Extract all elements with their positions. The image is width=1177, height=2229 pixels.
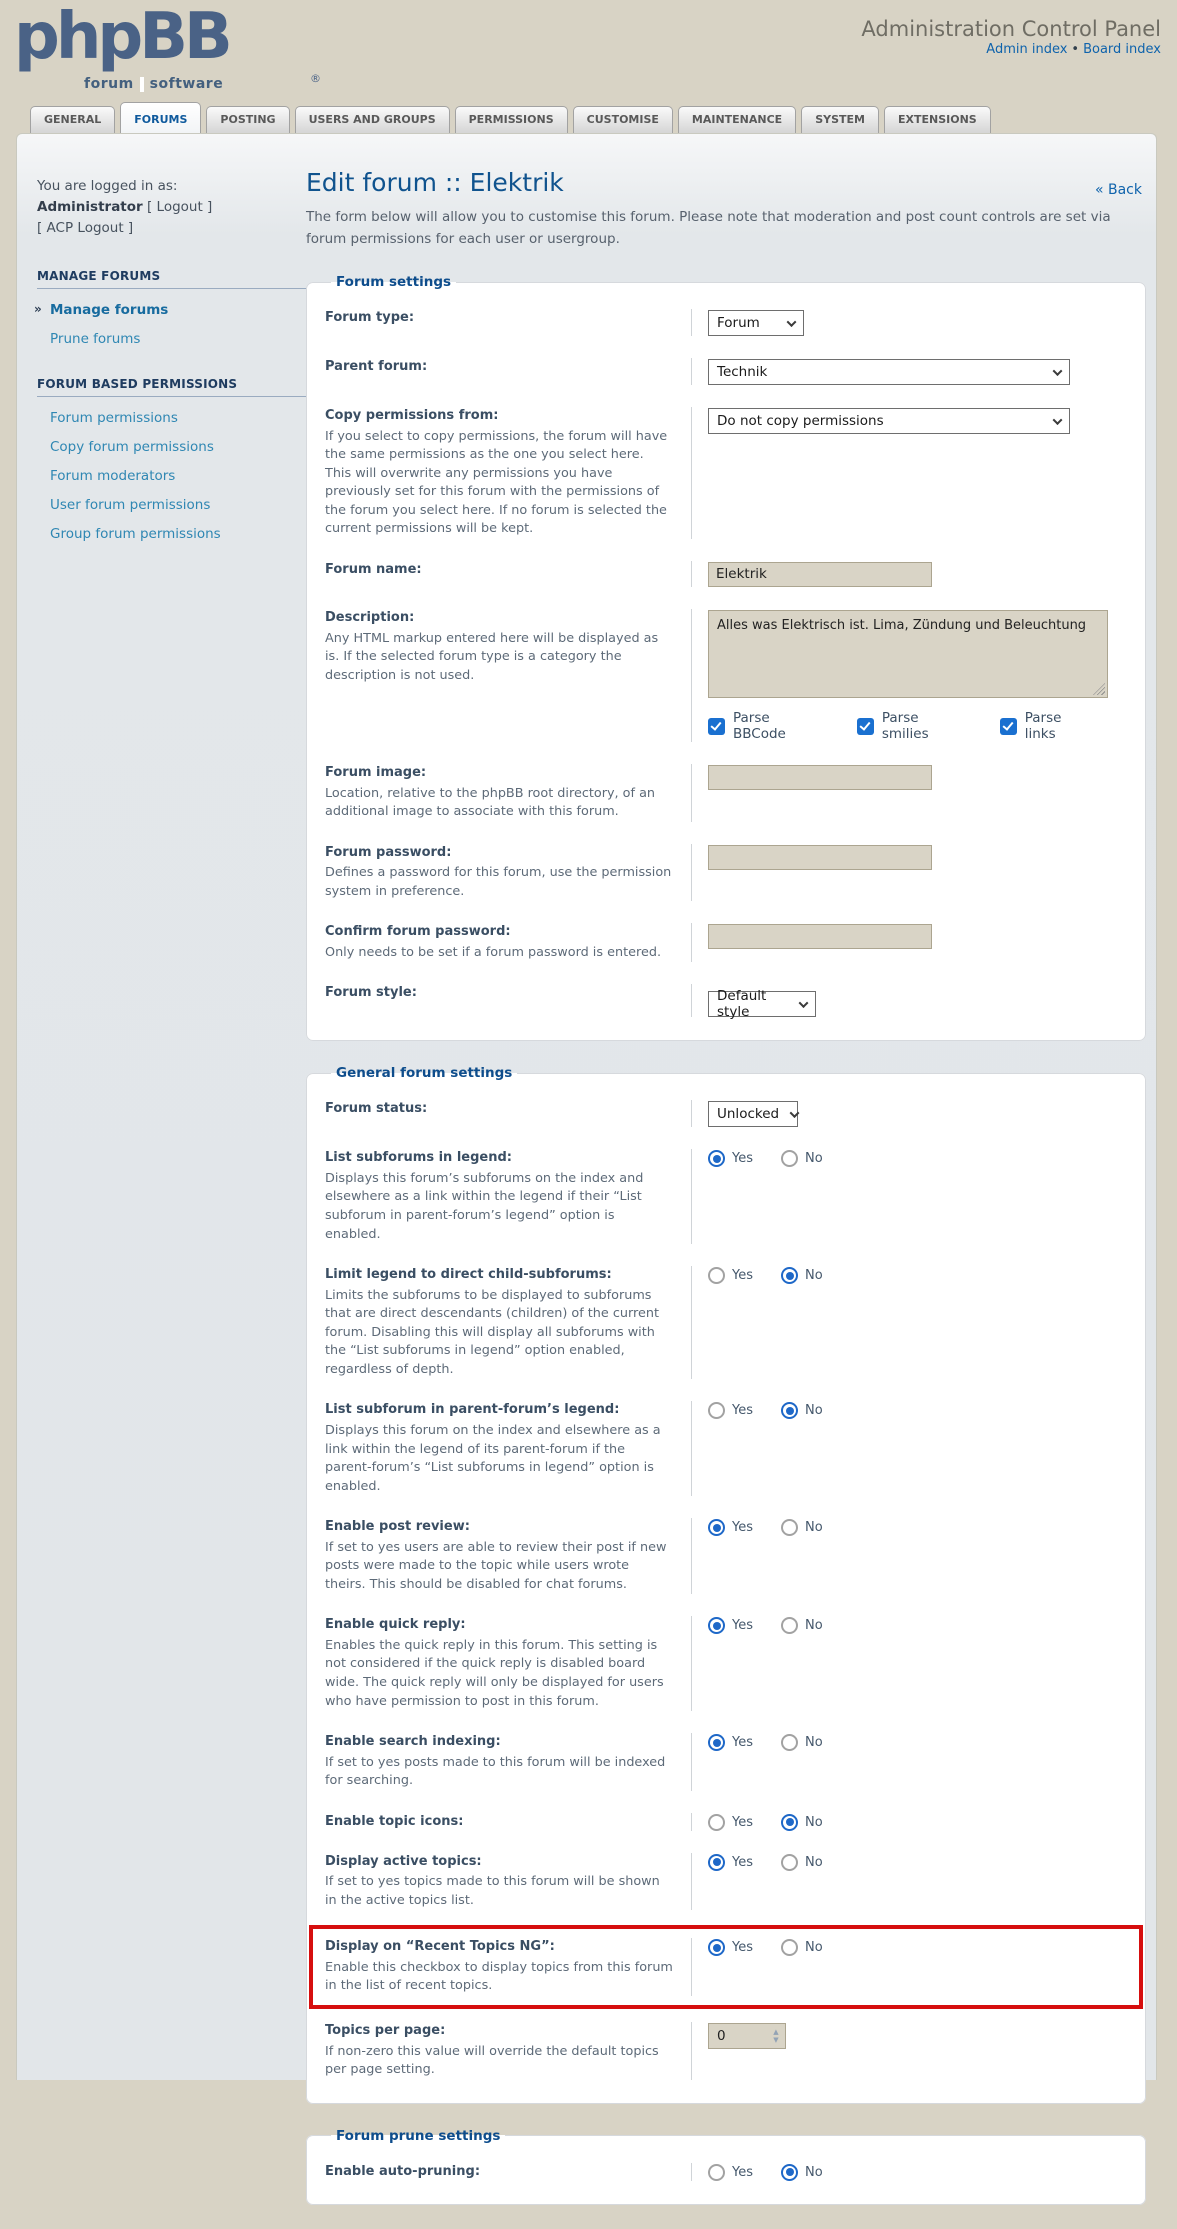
row-enable-quick-reply: [325, 1605, 1127, 1722]
enable-quick-reply-description: Enables the quick reply in this forum. This setting is not considered if the quick reply is disabled board wide. The quick reply will only be displayed for users who have permission to post in this forum.: [325, 1637, 664, 1709]
tab-permissions[interactable]: PERMISSIONS: [455, 106, 568, 133]
row-enable-search-indexing: [325, 1722, 1127, 1802]
chevron-down-icon: [799, 998, 809, 1008]
forum-style-select[interactable]: [708, 988, 816, 1021]
list-subforum-parent-label-cell: [325, 1401, 691, 1496]
limit-legend-radio-yes[interactable]: [708, 1267, 725, 1284]
tab-system[interactable]: SYSTEM: [801, 106, 879, 133]
copy-permissions-label-cell: [325, 407, 691, 539]
forum-password-description: Defines a password for this forum, use the permission system in preference.: [325, 865, 672, 899]
topics-per-page-value-cell: [691, 2022, 1127, 2080]
header-links: [986, 42, 1161, 57]
forum-name-value-cell: [691, 561, 1127, 587]
row-display-recent-topics-ng: [309, 1925, 1143, 2009]
enable-topic-icons-radio-group: [708, 1814, 1127, 1831]
enable-post-review-description: If set to yes users are able to review their post if new posts were made to the topic while users wrote theirs. This should be disabled for chat forums.: [325, 1539, 667, 1592]
enable-quick-reply-radio-yes[interactable]: [708, 1617, 725, 1634]
display-active-topics-label-cell: [325, 1853, 691, 1911]
forum-password-input[interactable]: [708, 845, 932, 870]
sidebar-item-label: Group forum permissions: [50, 526, 221, 542]
radio-label-yes: Yes: [732, 1735, 753, 1751]
acp-logout-link[interactable]: [ ACP Logout ]: [37, 220, 134, 236]
forum-type-label: Forum type:: [325, 310, 415, 326]
enable-search-indexing-radio-no[interactable]: [781, 1734, 798, 1751]
parent-forum-selected-value: Technik: [717, 364, 768, 381]
copy-permissions-label: Copy permissions from:: [325, 408, 499, 424]
display-recent-topics-ng-radio-no[interactable]: [781, 1939, 798, 1956]
fieldset-forum-settings: [306, 274, 1146, 1041]
topics-per-page-number-input[interactable]: [708, 2023, 786, 2049]
enable-quick-reply-value-cell: [691, 1616, 1127, 1711]
description-area-wrap: [708, 610, 1127, 742]
radio-selected-dot: [713, 1155, 721, 1163]
enable-post-review-value-cell: [691, 1518, 1127, 1594]
description-description: Any HTML markup entered here will be displayed as is. If the selected forum type is a category the description is not used.: [325, 630, 659, 683]
row-list-subforum-parent: [325, 1390, 1127, 1507]
header-links-separator: •: [1071, 42, 1080, 57]
sidebar-item-label: User forum permissions: [50, 497, 211, 513]
forum-image-value-cell: [691, 764, 1127, 822]
list-subforums-legend-label-cell: [325, 1149, 691, 1244]
enable-quick-reply-label-cell: [325, 1616, 691, 1711]
confirm-forum-password-description: Only needs to be set if a forum password is entered.: [325, 944, 662, 960]
row-forum-name: [325, 550, 1127, 598]
logo-tagline-forum: forum: [84, 76, 134, 92]
enable-search-indexing-label-cell: [325, 1733, 691, 1791]
radio-label-no: No: [805, 1520, 823, 1536]
back-link[interactable]: « Back: [1094, 182, 1142, 198]
display-active-topics-radio-yes[interactable]: [708, 1854, 725, 1871]
radio-label-no: No: [805, 1268, 823, 1284]
forum-type-selected-value: Forum: [717, 315, 760, 332]
radio-label-no: No: [805, 1814, 823, 1830]
display-active-topics-radio-group: [708, 1854, 1127, 1871]
description-textarea-value: Alles was Elektrisch ist. Lima, Zündung und Beleuchtung: [717, 618, 1087, 634]
row-list-subforums-legend: [325, 1138, 1127, 1255]
forum-status-select[interactable]: [708, 1101, 798, 1127]
description-label: Description:: [325, 610, 415, 626]
fieldset-legend: Forum settings: [336, 274, 452, 291]
forum-status-selected-value: Unlocked: [717, 1106, 780, 1123]
row-display-active-topics: [325, 1842, 1127, 1922]
sidebar-item-forum-moderators[interactable]: [37, 468, 307, 484]
radio-selected-dot: [713, 1944, 721, 1952]
radio-label-yes: Yes: [732, 1520, 753, 1536]
radio-selected-dot: [713, 1739, 721, 1747]
forum-type-value-cell: [691, 309, 1127, 336]
radio-label-yes: Yes: [732, 1268, 753, 1284]
tab-users-and-groups[interactable]: USERS AND GROUPS: [295, 106, 450, 133]
login-status: [37, 176, 307, 239]
radio-label-yes: Yes: [732, 1854, 753, 1870]
enable-post-review-label: Enable post review:: [325, 1519, 470, 1535]
radio-selected-dot: [713, 1622, 721, 1630]
list-subforum-parent-description: Displays this forum on the index and elsewhere as a link within the legend of its parent-forum if the parent-forum’s “List subforums in legend” option is enabled.: [325, 1422, 661, 1494]
list-subforums-legend-radio-no[interactable]: [781, 1150, 798, 1167]
tab-forums[interactable]: FORUMS: [120, 102, 201, 133]
forum-style-value-cell: [691, 984, 1127, 1021]
enable-search-indexing-radio-yes[interactable]: [708, 1734, 725, 1751]
radio-selected-dot: [786, 1818, 794, 1826]
checkbox-checked-icon[interactable]: [857, 718, 874, 735]
sidebar-item-forum-permissions[interactable]: [37, 410, 307, 426]
display-recent-topics-ng-label-cell: [325, 1938, 691, 1996]
display-recent-topics-ng-radio-group: [708, 1939, 1127, 1956]
enable-post-review-label-cell: [325, 1518, 691, 1594]
limit-legend-description: Limits the subforums to be displayed to subforums that are direct descendants (children) of the current forum. Disabling this will display all subforums with the “List subforums in legend” option enabled, regardless of depth.: [325, 1287, 660, 1377]
enable-auto-pruning-radio-yes[interactable]: [708, 2164, 725, 2181]
forum-name-label-cell: [325, 561, 691, 587]
list-subforum-parent-value-cell: [691, 1401, 1127, 1496]
chevron-down-icon: [1053, 415, 1063, 425]
checkbox-parse-smilies[interactable]: [857, 710, 968, 742]
topics-per-page-label-cell: [325, 2022, 691, 2080]
copy-permissions-select[interactable]: [708, 408, 1070, 434]
limit-legend-label-cell: [325, 1266, 691, 1379]
row-forum-password: [325, 833, 1127, 913]
radio-label-no: No: [805, 1854, 823, 1870]
sidebar-item-manage-forums[interactable]: [34, 302, 307, 318]
list-subforum-parent-label: List subforum in parent-forum’s legend:: [325, 1402, 620, 1418]
sidebar-item-label: Manage forums: [50, 302, 169, 318]
forum-image-label: Forum image:: [325, 765, 427, 781]
main-content: [306, 134, 1154, 2229]
sidebar-section-title: FORUM BASED PERMISSIONS: [37, 377, 307, 397]
content-panel: [16, 133, 1157, 2180]
row-enable-topic-icons: [325, 1802, 1127, 1842]
board-index-link[interactable]: Board index: [1083, 42, 1161, 57]
radio-label-no: No: [805, 1940, 823, 1956]
enable-topic-icons-radio-no[interactable]: [781, 1814, 798, 1831]
limit-legend-radio-group: [708, 1267, 1127, 1284]
forum-style-selected-value: Default style: [717, 988, 767, 1021]
enable-quick-reply-radio-no[interactable]: [781, 1617, 798, 1634]
description-label-cell: [325, 609, 691, 742]
limit-legend-value-cell: [691, 1266, 1127, 1379]
sidebar-item-user-forum-permissions[interactable]: [37, 497, 307, 513]
checkbox-checked-icon[interactable]: [708, 718, 725, 735]
tab-general[interactable]: GENERAL: [30, 106, 115, 133]
sidebar-item-label: Forum permissions: [50, 410, 178, 426]
enable-quick-reply-label: Enable quick reply:: [325, 1617, 466, 1633]
checkbox-checked-icon[interactable]: [1000, 718, 1017, 735]
checkbox-parse-links[interactable]: [1000, 710, 1095, 742]
fieldset-general-forum-settings: [306, 1065, 1146, 2103]
display-active-topics-description: If set to yes topics made to this forum will be shown in the active topics list.: [325, 1874, 660, 1908]
enable-search-indexing-description: If set to yes posts made to this forum will be indexed for searching.: [325, 1754, 666, 1789]
display-active-topics-radio-no[interactable]: [781, 1854, 798, 1871]
enable-post-review-radio-no[interactable]: [781, 1519, 798, 1536]
tab-customise[interactable]: CUSTOMISE: [573, 106, 673, 133]
spinner-up-icon[interactable]: ▲: [773, 2027, 779, 2036]
display-recent-topics-ng-description: Enable this checkbox to display topics from this forum in the list of recent topics.: [325, 1959, 673, 1994]
logo-tagline-software: software: [149, 76, 224, 92]
enable-quick-reply-radio-group: [708, 1617, 1127, 1634]
spinner-down-icon[interactable]: ▼: [773, 2035, 779, 2044]
row-copy-permissions: [325, 396, 1127, 550]
topics-per-page-label: Topics per page:: [325, 2022, 446, 2038]
checkbox-parse-bbcode[interactable]: [708, 710, 825, 742]
tab-maintenance[interactable]: MAINTENANCE: [678, 106, 796, 133]
radio-selected-dot: [786, 1272, 794, 1280]
checkbox-label: Parse smilies: [881, 710, 929, 743]
row-enable-post-review: [325, 1507, 1127, 1605]
chevron-down-icon: [790, 1108, 800, 1118]
enable-search-indexing-label: Enable search indexing:: [325, 1734, 501, 1750]
topics-per-page-number-value: 0: [717, 2027, 726, 2044]
radio-label-yes: Yes: [732, 1940, 753, 1956]
radio-label-yes: Yes: [732, 1403, 753, 1419]
forum-style-label-cell: [325, 984, 691, 1017]
row-topics-per-page: [325, 2011, 1127, 2091]
enable-topic-icons-label: Enable topic icons:: [325, 1813, 464, 1829]
radio-label-no: No: [805, 2164, 823, 2180]
chevron-down-icon: [787, 317, 797, 327]
tab-bar: [30, 99, 996, 133]
display-recent-topics-ng-label: Display on “Recent Topics NG”:: [325, 1939, 555, 1955]
display-active-topics-label: Display active topics:: [325, 1853, 482, 1869]
username: Administrator: [37, 199, 143, 215]
list-subforums-legend-description: Displays this forum’s subforums on the index and elsewhere as a link within the legend if their “List subforum in parent-forum’s legend” option is enabled.: [325, 1170, 644, 1242]
radio-label-no: No: [805, 1735, 823, 1751]
radio-label-yes: Yes: [732, 1151, 753, 1167]
parent-forum-label-cell: [325, 358, 691, 385]
copy-permissions-description: If you select to copy permissions, the forum will have the same permissions as the one you select here. This will overwrite any permissions you have previously set for this forum with the permissions of the forum you select here. If no forum is selected the current permissions will be kept.: [325, 428, 668, 537]
radio-label-yes: Yes: [732, 2164, 753, 2180]
radio-selected-dot: [713, 1858, 721, 1866]
enable-search-indexing-radio-group: [708, 1734, 1127, 1751]
parent-forum-value-cell: [691, 358, 1127, 385]
page-header-title: Administration Control Panel: [861, 17, 1161, 41]
fieldset-legend: Forum prune settings: [336, 2127, 501, 2144]
row-enable-auto-pruning: [325, 2152, 1127, 2192]
sidebar-item-prune-forums[interactable]: [37, 331, 307, 347]
forum-type-select[interactable]: [708, 310, 804, 336]
enable-auto-pruning-radio-no[interactable]: [781, 2164, 798, 2181]
forum-name-input[interactable]: Elektrik: [708, 562, 932, 587]
limit-legend-radio-no[interactable]: [781, 1267, 798, 1284]
row-forum-image: [325, 753, 1127, 833]
resize-grip-icon[interactable]: [1093, 683, 1105, 695]
logo-tagline: [84, 76, 223, 92]
display-active-topics-value-cell: [691, 1853, 1127, 1911]
description-value-cell: [691, 609, 1127, 742]
tab-extensions[interactable]: EXTENSIONS: [884, 106, 991, 133]
forum-type-label-cell: [325, 309, 691, 336]
list-subforums-legend-radio-group: [708, 1150, 1127, 1167]
row-forum-style: [325, 973, 1127, 1028]
enable-auto-pruning-label: Enable auto-pruning:: [325, 2163, 481, 2179]
enable-auto-pruning-value-cell: [691, 2163, 1127, 2181]
enable-post-review-radio-yes[interactable]: [708, 1519, 725, 1536]
logout-link[interactable]: [ Logout ]: [146, 199, 213, 215]
checkbox-label: Parse links: [1024, 710, 1062, 743]
list-subforum-parent-radio-yes[interactable]: [708, 1402, 725, 1419]
list-subforums-legend-radio-yes[interactable]: [708, 1150, 725, 1167]
logo-tagline-divider: [140, 77, 144, 92]
phpbb-logo: phpBB: [14, 0, 229, 74]
page-title: Edit forum :: Elektrik: [306, 168, 564, 197]
radio-selected-dot: [786, 1407, 794, 1415]
registered-trademark-icon: ®: [310, 72, 321, 85]
forum-password-label-cell: [325, 844, 691, 902]
row-limit-legend: [325, 1255, 1127, 1390]
sidebar-item-label: Copy forum permissions: [50, 439, 214, 455]
active-item-arrow-icon: »: [34, 302, 42, 316]
forum-status-value-cell: [691, 1100, 1127, 1127]
forum-status-label-cell: [325, 1100, 691, 1127]
sidebar: [34, 176, 307, 542]
list-subforum-parent-radio-group: [708, 1402, 1127, 1419]
list-subforums-legend-value-cell: [691, 1149, 1127, 1244]
logged-in-text: You are logged in as:: [37, 178, 178, 194]
forum-name-label: Forum name:: [325, 562, 422, 578]
forum-status-label: Forum status:: [325, 1101, 428, 1117]
forum-password-label: Forum password:: [325, 844, 452, 860]
enable-topic-icons-value-cell: [691, 1813, 1127, 1831]
fieldset-legend: General forum settings: [336, 1065, 513, 1082]
parse-options-row: [708, 710, 1127, 742]
fieldset-forum-prune-settings: [306, 2128, 1146, 2205]
parent-forum-label: Parent forum:: [325, 359, 428, 375]
sidebar-item-group-forum-permissions[interactable]: [37, 526, 307, 542]
list-subforums-legend-label: List subforums in legend:: [325, 1150, 512, 1166]
forum-image-label-cell: [325, 764, 691, 822]
radio-label-no: No: [805, 1618, 823, 1634]
tab-posting[interactable]: POSTING: [206, 106, 289, 133]
limit-legend-label: Limit legend to direct child-subforums:: [325, 1267, 612, 1283]
forum-password-value-cell: [691, 844, 1127, 902]
admin-index-link[interactable]: Admin index: [986, 42, 1068, 57]
radio-label-no: No: [805, 1151, 823, 1167]
radio-label-no: No: [805, 1403, 823, 1419]
radio-selected-dot: [713, 1524, 721, 1532]
display-recent-topics-ng-radio-yes[interactable]: [708, 1939, 725, 1956]
confirm-forum-password-label: Confirm forum password:: [325, 924, 511, 940]
forum-image-input[interactable]: [708, 765, 932, 790]
confirm-forum-password-label-cell: [325, 923, 691, 962]
enable-topic-icons-label-cell: [325, 1813, 691, 1831]
list-subforum-parent-radio-no[interactable]: [781, 1402, 798, 1419]
forum-image-description: Location, relative to the phpBB root directory, of an additional image to associate with this forum.: [325, 785, 656, 820]
enable-auto-pruning-radio-group: [708, 2164, 1127, 2181]
row-confirm-forum-password: [325, 912, 1127, 973]
description-textarea[interactable]: [708, 610, 1108, 698]
copy-permissions-selected-value: Do not copy permissions: [717, 413, 884, 430]
checkbox-label: Parse BBCode: [733, 710, 786, 743]
forum-style-label: Forum style:: [325, 985, 417, 1001]
row-parent-forum: [325, 347, 1127, 396]
chevron-down-icon: [1053, 366, 1063, 376]
sidebar-item-copy-forum-permissions[interactable]: [37, 439, 307, 455]
radio-label-yes: Yes: [732, 1814, 753, 1830]
row-forum-type: [325, 298, 1127, 347]
enable-topic-icons-radio-yes[interactable]: [708, 1814, 725, 1831]
enable-post-review-radio-group: [708, 1519, 1127, 1536]
confirm-forum-password-input[interactable]: [708, 924, 932, 949]
radio-label-yes: Yes: [732, 1618, 753, 1634]
row-forum-status: [325, 1089, 1127, 1138]
copy-permissions-value-cell: [691, 407, 1127, 539]
row-description: [325, 598, 1127, 753]
topics-per-page-description: If non-zero this value will override the default topics per page setting.: [325, 2043, 659, 2078]
sidebar-section-title: MANAGE FORUMS: [37, 269, 307, 289]
page-intro: The form below will allow you to customise this forum. Please note that moderation and post count controls are set via forum permissions for each user or usergroup.: [306, 209, 1111, 247]
number-spinner[interactable]: [767, 2028, 785, 2044]
enable-auto-pruning-label-cell: [325, 2163, 691, 2181]
radio-selected-dot: [786, 2168, 794, 2176]
display-recent-topics-ng-value-cell: [691, 1938, 1127, 1996]
confirm-forum-password-value-cell: [691, 923, 1127, 962]
sidebar-item-label: Prune forums: [50, 331, 141, 347]
enable-search-indexing-value-cell: [691, 1733, 1127, 1791]
parent-forum-select[interactable]: [708, 359, 1070, 385]
sidebar-item-label: Forum moderators: [50, 468, 176, 484]
